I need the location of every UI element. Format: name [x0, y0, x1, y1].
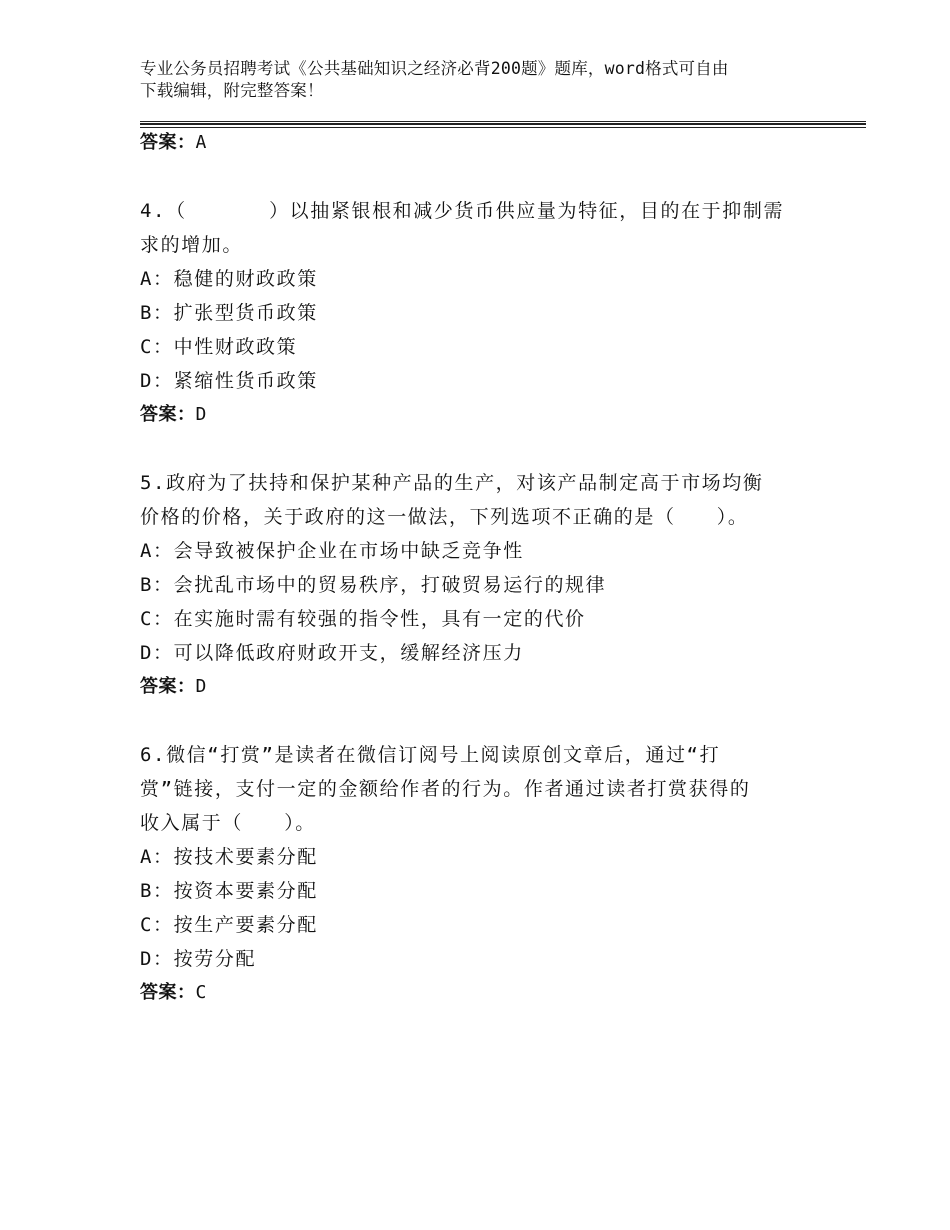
answer-line	[140, 126, 820, 160]
option-a: A：按技术要素分配	[140, 846, 318, 868]
question-stem-line: 价格的价格，关于政府的这一做法，下列选项不正确的是（ ）。	[140, 506, 749, 528]
question-item	[140, 466, 820, 704]
answer-line	[140, 398, 820, 432]
option-b: B：按资本要素分配	[140, 880, 318, 902]
question-stem-line: 4.（ ）以抽紧银根和减少货币供应量为特征，目的在于抑制需	[140, 200, 785, 222]
option-c: C：中性财政政策	[140, 336, 298, 358]
answer-value: D	[195, 404, 207, 425]
answer-value: A	[195, 132, 207, 153]
answer-label: 答案：	[140, 132, 196, 153]
answer-line	[140, 670, 820, 704]
option-d: D：按劳分配	[140, 948, 257, 970]
answer-line	[140, 976, 820, 1010]
answer-label: 答案：	[140, 676, 196, 697]
answer-value: C	[195, 982, 207, 1003]
question-stem-line: 收入属于（ ）。	[140, 812, 316, 834]
question-stem-line: 6.微信“打赏”是读者在微信订阅号上阅读原创文章后，通过“打	[140, 744, 721, 766]
header-divider	[140, 123, 866, 125]
answer-label: 答案：	[140, 404, 196, 425]
question-list	[140, 126, 820, 1010]
question-item	[140, 738, 820, 1010]
question-item	[140, 194, 820, 432]
header-line-1: 专业公务员招聘考试《公共基础知识之经济必背200题》题库，word格式可自由	[140, 59, 729, 78]
option-b: B：扩张型货币政策	[140, 302, 318, 324]
header-line-2: 下载编辑，附完整答案！	[140, 81, 324, 100]
option-b: B：会扰乱市场中的贸易秩序，打破贸易运行的规律	[140, 574, 607, 596]
option-c: C：按生产要素分配	[140, 914, 318, 936]
question-stem-line: 求的增加。	[140, 234, 244, 256]
option-a: A：稳健的财政政策	[140, 268, 318, 290]
header-divider	[140, 121, 866, 122]
option-c: C：在实施时需有较强的指令性，具有一定的代价	[140, 608, 586, 630]
option-d: D：紧缩性货币政策	[140, 370, 318, 392]
option-d: D：可以降低政府财政开支，缓解经济压力	[140, 642, 524, 664]
option-a: A：会导致被保护企业在市场中缺乏竞争性	[140, 540, 524, 562]
question-stem-line: 5.政府为了扶持和保护某种产品的生产，对该产品制定高于市场均衡	[140, 472, 764, 494]
question-stem-line: 赏”链接，支付一定的金额给作者的行为。作者通过读者打赏获得的	[140, 778, 751, 800]
answer-label: 答案：	[140, 982, 196, 1003]
document-header	[140, 58, 840, 102]
answer-value: D	[195, 676, 207, 697]
